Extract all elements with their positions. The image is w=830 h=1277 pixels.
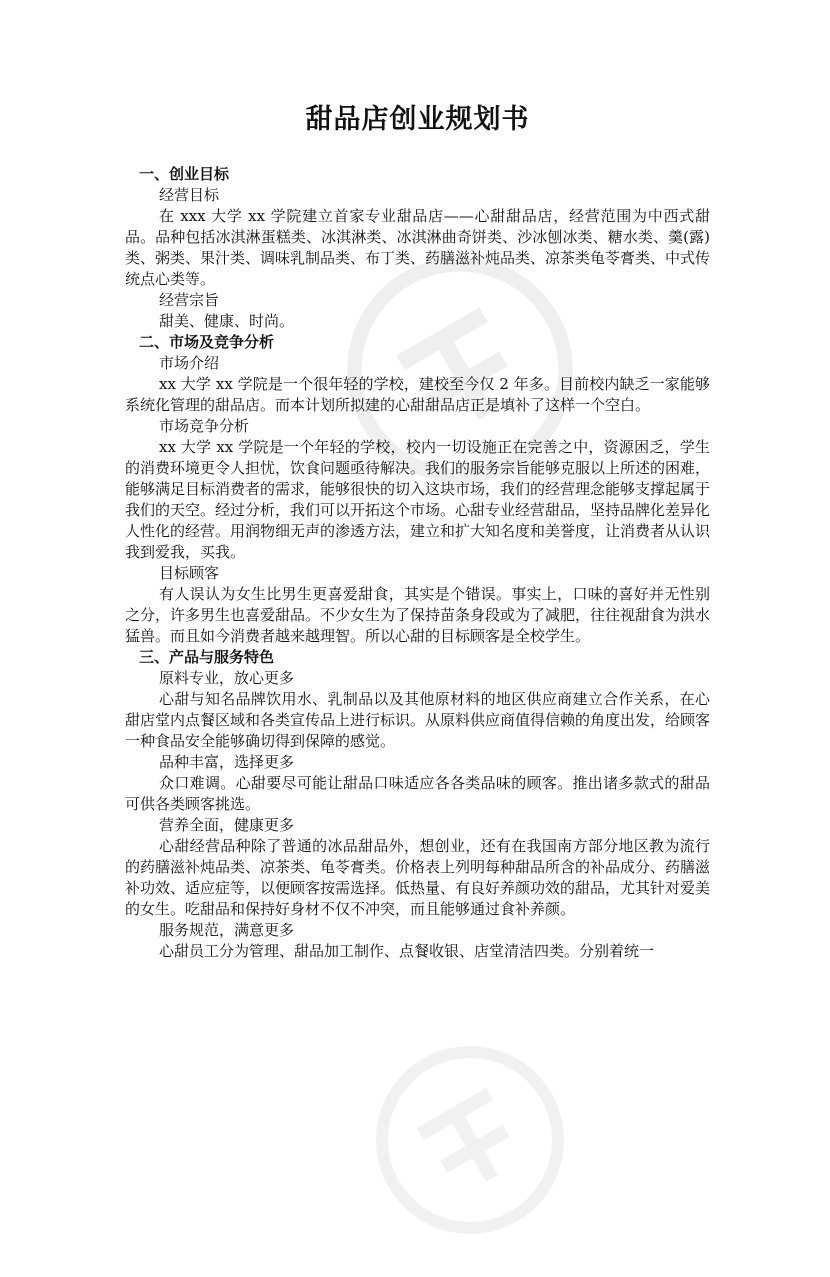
paragraph: xx 大学 xx 学院是一个很年轻的学校，建校至今仅 2 年多。目前校内缺乏一家能够系统化管理的甜品店。而本计划所拟建的心甜甜品店正是填补了这样一个空白。 <box>125 375 710 414</box>
subheading: 市场介绍 <box>159 354 220 372</box>
subheading: 原料专业，放心更多 <box>159 669 295 687</box>
section-heading: 三、产品与服务特色 <box>139 648 275 666</box>
subheading: 目标顾客 <box>159 564 220 582</box>
document-body <box>125 164 710 962</box>
paragraph: 在 xxx 大学 xx 学院建立首家专业甜品店——心甜甜品店，经营范围为中西式甜品。品种包括冰淇淋蛋糕类、冰淇淋类、冰淇淋曲奇饼类、沙冰刨冰类、糖水类、羹(露)类、粥类、果汁类、调味乳制品类、布丁类、药膳滋补炖品类、凉茶类龟苓膏类、中式传统点心类等。 <box>125 207 711 288</box>
subheading: 甜美、健康、时尚。 <box>159 312 295 330</box>
subheading: 品种丰富，选择更多 <box>159 753 295 771</box>
subheading: 服务规范，满意更多 <box>159 921 295 939</box>
subheading: 经营目标 <box>159 186 220 204</box>
document-title: 甜品店创业规划书 <box>305 104 530 135</box>
paragraph: 众口难调。心甜要尽可能让甜品口味适应各各类品味的顾客。推出诸多款式的甜品可供各类顾客挑选。 <box>125 774 710 813</box>
watermark-logo-bottom <box>333 1003 606 1276</box>
paragraph: 心甜与知名品牌饮用水、乳制品以及其他原材料的地区供应商建立合作关系，在心甜店堂内点餐区域和各类宣传品上进行标识。从原料供应商值得信赖的角度出发，给顾客一种食品安全能够确切得到保障的感觉。 <box>125 690 711 750</box>
paragraph: xx 大学 xx 学院是一个年轻的学校，校内一切设施正在完善之中，资源困乏，学生的消费环境更令人担忧，饮食问题亟待解决。我们的服务宗旨能够克服以上所述的困难，能够满足目标消费者的需求，能够很快的切入这块市场，我们的经营理念能够支撑起属于我们的天空。经过分析，我们可以开拓这个市场。心甜专业经营甜品，坚持品牌化差异化人性化的经营。用润物细无声的渗透方法，建立和扩大知名度和美誉度，让消费者从认识我到爱我，买我。 <box>125 438 711 561</box>
section-heading: 二、市场及竞争分析 <box>139 333 275 351</box>
subheading: 营养全面，健康更多 <box>159 816 295 834</box>
document-page <box>125 100 710 962</box>
subheading: 市场竞争分析 <box>159 417 250 435</box>
subheading: 经营宗旨 <box>159 291 220 309</box>
paragraph: 心甜员工分为管理、甜品加工制作、点餐收银、店堂清洁四类。分别着统一 <box>159 942 655 960</box>
paragraph: 有人误认为女生比男生更喜爱甜食，其实是个错误。事实上，口味的喜好并无性别之分，许多男生也喜爱甜品。不少女生为了保持苗条身段或为了减肥，往往视甜食为洪水猛兽。而且如今消费者越来越理智。所以心甜的目标顾客是全校学生。 <box>125 585 711 645</box>
paragraph: 心甜经营品种除了普通的冰品甜品外，想创业，还有在我国南方部分地区教为流行的药膳滋补炖品类、凉茶类、龟苓膏类。价格表上列明每种甜品所含的补品成分、药膳滋补功效、适应症等，以便顾客按需选择。低热量、有良好养颜功效的甜品，尤其针对爱美的女生。吃甜品和保持好身材不仅不冲突，而且能够通过食补养颜。 <box>125 837 711 918</box>
section-heading: 一、创业目标 <box>139 165 230 183</box>
